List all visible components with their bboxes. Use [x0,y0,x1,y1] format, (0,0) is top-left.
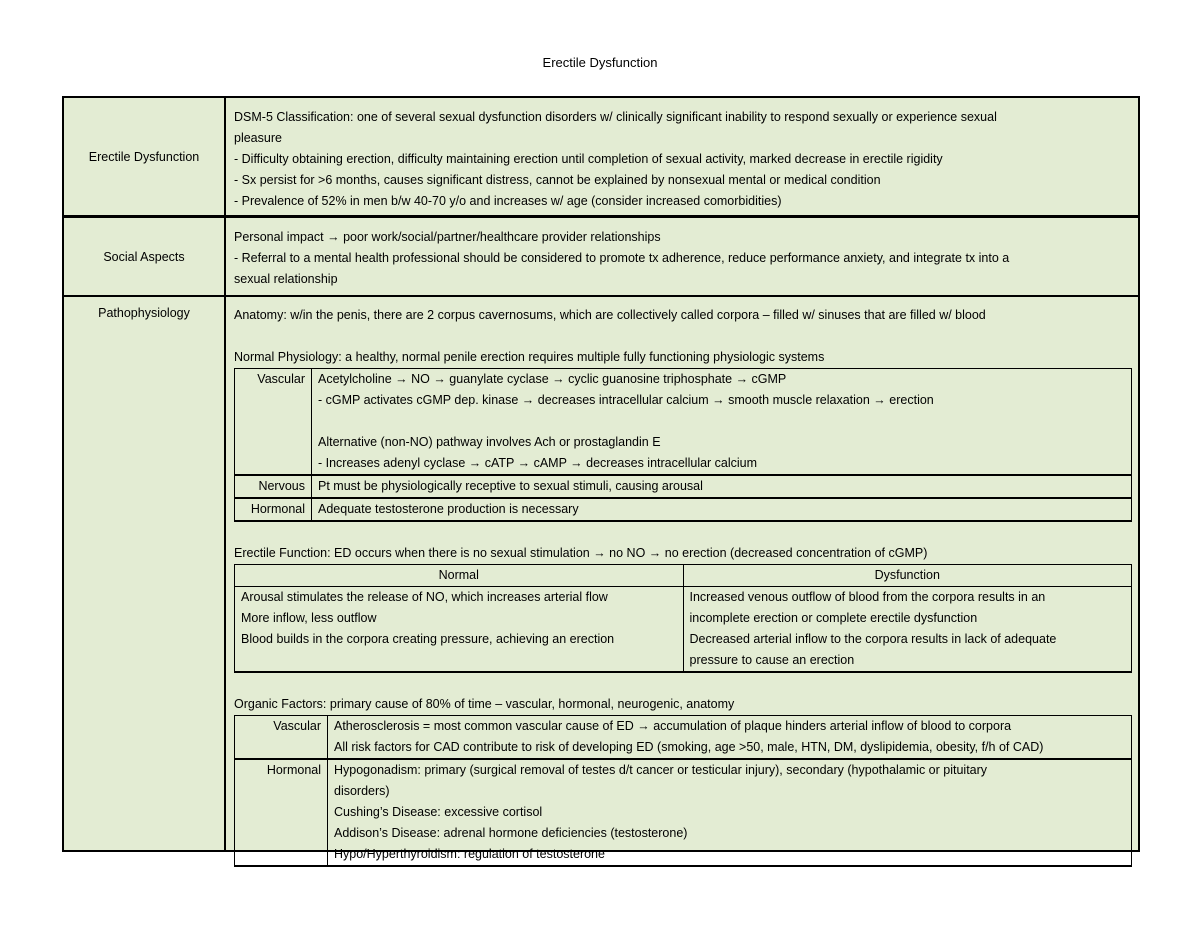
table-row [235,498,1132,521]
text-line: DSM-5 Classification: one of several sexual dysfunction disorders w/ clinically significant inability to respond sexually or experience sexual [234,110,997,124]
table-row [235,759,1132,866]
text-line: - Difficulty obtaining erection, difficulty maintaining erection until completion of sexual activity, marked decrease in erectile rigidity [234,152,943,166]
normal-physiology-heading: Normal Physiology: a healthy, normal penile erection requires multiple fully functioning physiologic systems [234,350,825,364]
row-pathophysiology [64,297,1138,861]
organic-key: Vascular [235,716,328,760]
physiology-value: Pt must be physiologically receptive to sexual stimuli, causing arousal [312,475,1132,498]
text-line: Blood builds in the corpora creating pressure, achieving an erection [241,632,615,646]
text-line: pressure to cause an erection [689,653,855,667]
text-line: - Referral to a mental health professional should be considered to promote tx adherence, reduce performance anxiety, and integrate tx into a [234,251,1010,265]
text-line: sexual relationship [234,272,338,286]
organic-factors-table [234,715,1132,867]
physiology-key: Vascular [235,369,312,476]
notes-table [62,96,1140,861]
text-line: - Prevalence of 52% in men b/w 40-70 y/o and increases w/ age (consider increased comorbidities) [234,194,782,208]
text-line: - Sx persist for >6 months, causes significant distress, cannot be explained by nonsexual mental or medical condition [234,173,881,187]
physiology-key: Hormonal [235,498,312,521]
row-label: Pathophysiology [64,297,226,850]
text-line: - cGMP activates cGMP dep. kinase → decreases intracellular calcium → smooth muscle relaxation → erection [318,393,934,407]
text-line: Alternative (non-NO) pathway involves Ach or prostaglandin E [318,435,661,449]
physiology-value: Adequate testosterone production is necessary [312,498,1132,521]
text-line: Acetylcholine → NO → guanylate cyclase → cyclic guanosine triphosphate → cGMP [318,372,787,386]
table-row [235,369,1132,476]
text-line: Cushing’s Disease: excessive cortisol [334,805,543,819]
organic-value [328,759,1132,866]
text-line: Arousal stimulates the release of NO, which increases arterial flow [241,590,608,604]
physiology-value [312,369,1132,476]
text-line: All risk factors for CAD contribute to risk of developing ED (smoking, age >50, male, HTN, DM, dyslipidemia, obesity, f/h of CAD) [334,740,1044,754]
text-line: Atherosclerosis = most common vascular cause of ED → accumulation of plaque hinders arterial inflow of blood to corpora [334,719,1012,733]
text-line: pleasure [234,131,282,145]
text-line: Hypo/Hyperthyroidism: regulation of testosterone [334,847,605,861]
table-row [235,716,1132,760]
text-line: Decreased arterial inflow to the corpora results in lack of adequate [689,632,1057,646]
row-content [234,305,1132,861]
organic-value [328,716,1132,760]
text-line: disorders) [334,784,390,798]
table-header-row [235,565,1132,587]
anatomy-text: Anatomy: w/in the penis, there are 2 corpus cavernosums, which are collectively called corpora – filled w/ sinuses that are filled w/ blood [234,308,986,322]
row-label: Erectile Dysfunction [64,98,226,215]
row-content [234,107,1132,215]
row-erectile-dysfunction [64,98,1138,218]
column-header: Dysfunction [683,565,1132,587]
table-row [235,475,1132,498]
dysfunction-cell [683,587,1132,673]
text-line: Addison’s Disease: adrenal hormone deficiencies (testosterone) [334,826,688,840]
page-title: Erectile Dysfunction [542,55,658,70]
text-line: Personal impact → poor work/social/partner/healthcare provider relationships [234,230,661,244]
column-header: Normal [235,565,684,587]
row-label: Social Aspects [64,218,226,295]
row-content [234,227,1132,295]
organic-factors-heading: Organic Factors: primary cause of 80% of time – vascular, hormonal, neurogenic, anatomy [234,697,735,711]
normal-cell [235,587,684,673]
text-line: - Increases adenyl cyclase → cATP → cAMP → decreases intracellular calcium [318,456,758,470]
text-line: incomplete erection or complete erectile dysfunction [689,611,978,625]
text-line: Hypogonadism: primary (surgical removal of testes d/t cancer or testicular injury), secondary (hypothalamic or pituitary [334,763,988,777]
table-row [235,587,1132,673]
physiology-key: Nervous [235,475,312,498]
erectile-function-heading: Erectile Function: ED occurs when there is no sexual stimulation → no NO → no erection (decreased concentration of cGMP) [234,546,928,560]
text-line: Increased venous outflow of blood from the corpora results in an [689,590,1046,604]
erectile-function-table [234,564,1132,673]
text-line: More inflow, less outflow [241,611,377,625]
physiology-table [234,368,1132,522]
row-social-aspects [64,218,1138,297]
organic-key: Hormonal [235,759,328,866]
